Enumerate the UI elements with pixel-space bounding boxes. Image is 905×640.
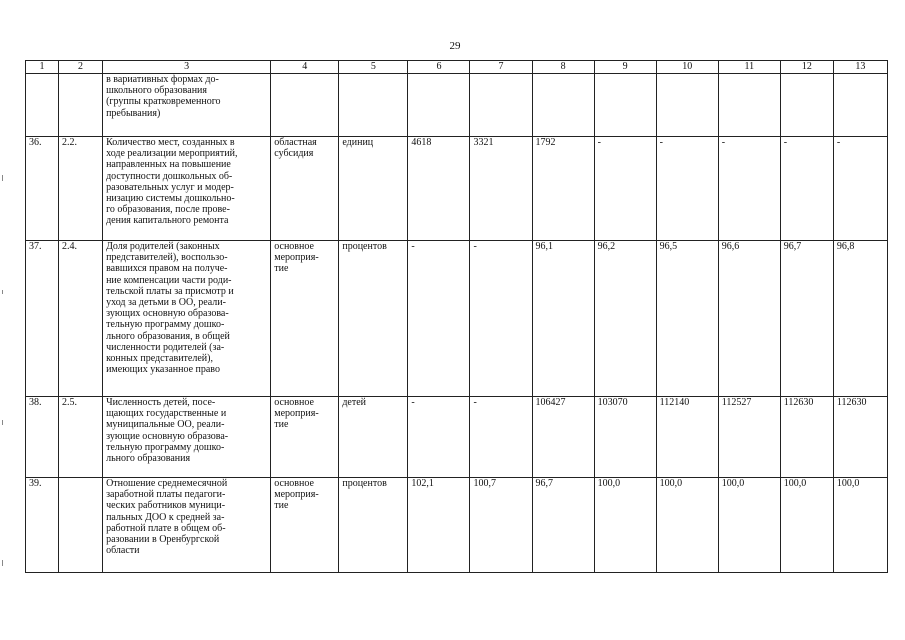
value-cell: 100,0 — [718, 478, 780, 573]
funding-source-cell: основное мероприя- тие — [271, 478, 339, 573]
value-cell: 1792 — [532, 137, 594, 241]
column-header: 6 — [408, 61, 470, 74]
row-code-cell: 2.2. — [59, 137, 103, 241]
value-cell: 100,0 — [656, 478, 718, 573]
funding-source-cell: основное мероприя- тие — [271, 241, 339, 397]
row-number-cell: 36. — [26, 137, 59, 241]
value-cell — [594, 74, 656, 137]
column-header: 8 — [532, 61, 594, 74]
value-cell: 96,7 — [780, 241, 833, 397]
value-cell: 4618 — [408, 137, 470, 241]
value-cell: - — [594, 137, 656, 241]
row-code-cell: 2.5. — [59, 397, 103, 478]
value-cell: - — [408, 397, 470, 478]
value-cell: 100,0 — [594, 478, 656, 573]
value-cell: - — [470, 397, 532, 478]
column-header: 7 — [470, 61, 532, 74]
indicator-description-cell: Доля родителей (законных представителей), воспользо- вавшихся правом на получе- ние компенсации части роди- тельской платы за присмотр и уход за детьми в ОО, реали- зующих основную образова- тельную программу дошко- льного образования, в общей численности родителей (за- конных представителей), имеющих указанное право — [103, 241, 271, 397]
value-cell: 100,0 — [833, 478, 887, 573]
row-code-cell — [59, 74, 103, 137]
unit-cell: процентов — [339, 478, 408, 573]
indicators-table — [25, 60, 888, 573]
value-cell: - — [470, 241, 532, 397]
value-cell: 103070 — [594, 397, 656, 478]
indicator-description-cell: Отношение среднемесячной заработной платы педагоги- ческих работников муници- пальных ДОО к средней за- работной плате в общем об- разовании в Оренбургской области — [103, 478, 271, 573]
value-cell: 100,7 — [470, 478, 532, 573]
scan-edge-mark — [2, 420, 3, 425]
value-cell — [656, 74, 718, 137]
page-number: 29 — [449, 40, 461, 52]
indicator-description-cell: в вариативных формах до- школьного образования (группы кратковременного пребывания) — [103, 74, 271, 137]
value-cell: 112527 — [718, 397, 780, 478]
table-row — [26, 241, 888, 397]
value-cell — [780, 74, 833, 137]
row-number-cell: 37. — [26, 241, 59, 397]
column-header: 3 — [103, 61, 271, 74]
value-cell — [833, 74, 887, 137]
value-cell: 102,1 — [408, 478, 470, 573]
value-cell: 106427 — [532, 397, 594, 478]
value-cell: 100,0 — [780, 478, 833, 573]
value-cell: 96,7 — [532, 478, 594, 573]
column-header: 4 — [271, 61, 339, 74]
funding-source-cell — [271, 74, 339, 137]
value-cell — [408, 74, 470, 137]
column-header: 12 — [780, 61, 833, 74]
row-number-cell: 38. — [26, 397, 59, 478]
unit-cell — [339, 74, 408, 137]
column-header: 2 — [59, 61, 103, 74]
scan-edge-mark — [2, 175, 3, 181]
value-cell — [718, 74, 780, 137]
table-row — [26, 137, 888, 241]
row-code-cell — [59, 478, 103, 573]
value-cell: 96,8 — [833, 241, 887, 397]
unit-cell: детей — [339, 397, 408, 478]
value-cell: 112630 — [780, 397, 833, 478]
column-header: 10 — [656, 61, 718, 74]
value-cell: 112140 — [656, 397, 718, 478]
column-header: 11 — [718, 61, 780, 74]
indicator-description-cell: Численность детей, посе- щающих государственные и муниципальные ОО, реали- зующие основную образова- тельную программу дошко- льного образования — [103, 397, 271, 478]
column-header: 13 — [833, 61, 887, 74]
value-cell: 3321 — [470, 137, 532, 241]
unit-cell: процентов — [339, 241, 408, 397]
value-cell: 96,6 — [718, 241, 780, 397]
funding-source-cell: областная субсидия — [271, 137, 339, 241]
column-header: 1 — [26, 61, 59, 74]
table-row — [26, 397, 888, 478]
table-row — [26, 478, 888, 573]
row-number-cell: 39. — [26, 478, 59, 573]
column-header: 5 — [339, 61, 408, 74]
value-cell: 112630 — [833, 397, 887, 478]
value-cell: - — [656, 137, 718, 241]
scan-edge-mark — [2, 560, 3, 566]
value-cell: - — [780, 137, 833, 241]
value-cell — [532, 74, 594, 137]
indicator-description-cell: Количество мест, созданных в ходе реализации мероприятий, направленных на повышение доступности дошкольных об- разовательных услуг и модер- низацию системы дошкольно- го образования, после прове- дения капитального ремонта — [103, 137, 271, 241]
value-cell: 96,2 — [594, 241, 656, 397]
value-cell: - — [718, 137, 780, 241]
funding-source-cell: основное мероприя- тие — [271, 397, 339, 478]
table-header-row — [26, 61, 888, 74]
value-cell: - — [833, 137, 887, 241]
table-row — [26, 74, 888, 137]
value-cell: 96,1 — [532, 241, 594, 397]
value-cell — [470, 74, 532, 137]
value-cell: 96,5 — [656, 241, 718, 397]
scan-edge-mark — [2, 290, 3, 294]
row-code-cell: 2.4. — [59, 241, 103, 397]
column-header: 9 — [594, 61, 656, 74]
unit-cell: единиц — [339, 137, 408, 241]
row-number-cell — [26, 74, 59, 137]
value-cell: - — [408, 241, 470, 397]
